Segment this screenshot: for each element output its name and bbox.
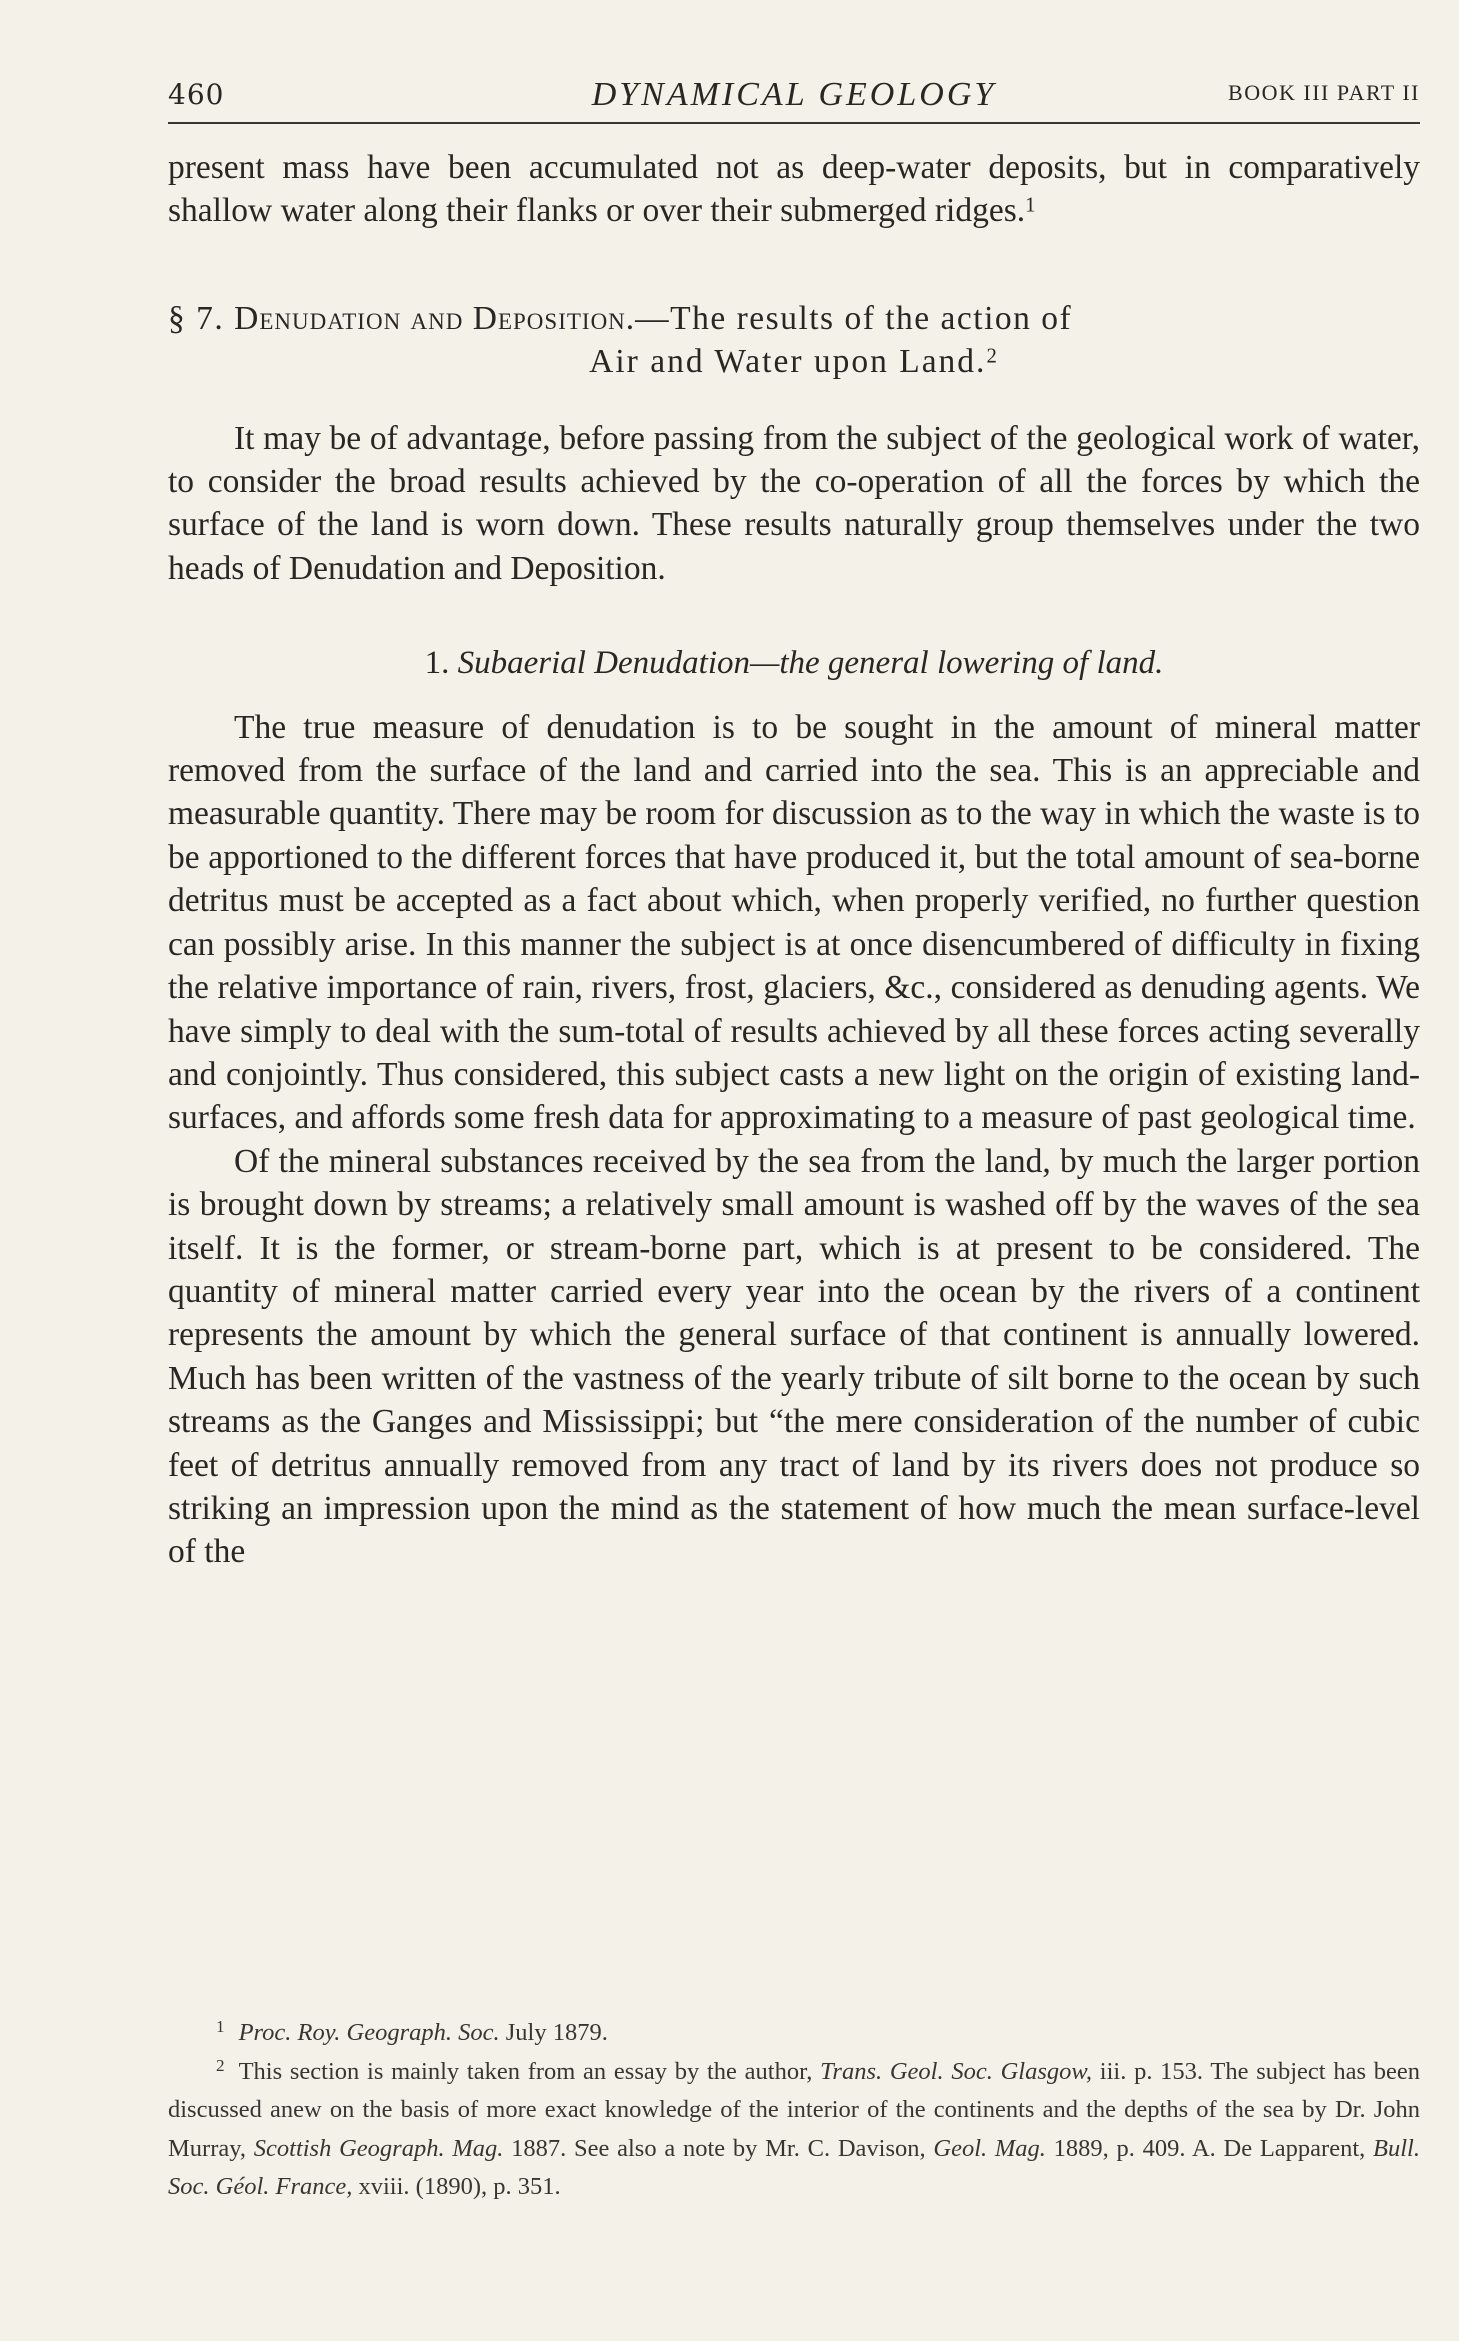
body-text (168, 146, 1420, 1574)
section-title-smallcaps: Denudation and Deposition. (234, 299, 636, 337)
subsection-title-b: —the general lowering of land. (750, 645, 1164, 682)
intro-paragraph: present mass have been accumulated not as deep-water deposits, but in comparatively shallow water along their flanks or over their submerged ridges.$^1$ (168, 149, 1420, 230)
section-title-rest: —The results of the action of (635, 299, 1073, 337)
footnote-ref-1[interactable]: 1 (1025, 194, 1036, 218)
running-title: DYNAMICAL GEOLOGY (591, 76, 997, 113)
footnote-ref-2[interactable]: 2 (986, 344, 999, 368)
subsection-number: 1. (424, 645, 450, 682)
page (168, 78, 1420, 1574)
footnotes (168, 2014, 1420, 2207)
page-number: 460 (168, 78, 225, 111)
footnote-1: $^1$ Proc. Roy. Geograph. Soc. July 1879. (216, 2017, 608, 2046)
section-heading (168, 297, 1420, 340)
paragraph-true-measure: The true measure of denudation is to be sought in the amount of mineral matter removed from the surface of the land and carried into the sea. This is an appreciable and measurable quantity. There may be room for discussion as to the way in which the waste is to be apportioned to the different forces that have produced it, but the total amount of sea-borne detritus must be accepted as a fact about which, when properly verified, no further question can possibly arise. In this manner the subject is at once disencumbered of difficulty in fixing the relative importance of rain, rivers, frost, glaciers, &c., considered as denuding agents. We have simply to deal with the sum-total of results achieved by all these forces acting severally and conjointly. Thus considered, this subject casts a new light on the origin of existing land-surfaces, and affords some fresh data for approximating to a measure of past geological time. (168, 708, 1420, 1137)
book-part-label: BOOK III PART II (1228, 80, 1420, 105)
paragraph-mineral-substances: Of the mineral substances received by the sea from the land, by much the larger portion is brought down by streams; a relatively small amount is washed off by the waves of the sea itself. It is the former, or stream-borne part, which is at present to be considered. The quantity of mineral matter carried every year into the ocean by the rivers of a continent represents the amount by which the general surface of that continent is annually lowered. Much has been written of the vastness of the yearly tribute of silt borne to the ocean by such streams as the Ganges and Mississippi; but “the mere consideration of the number of cubic feet of detritus annually removed from any tract of land by its rivers does not produce so striking an impression upon the mind as the statement of how much the mean surface-level of the (168, 1142, 1420, 1571)
footnote-2: $^2$ This section is mainly taken from an essay by the author, Trans. Geol. Soc. Glasgow, iii. p. 153. The subject has been discussed anew on the basis of more exact knowledge of the interior of the continents and the depths of the sea by Dr. John Murray, Scottish Geograph. Mag. 1887. See also a note by Mr. C. Davison, Geol. Mag. 1889, p. 409. A. De Lapparent, Bull. Soc. Géol. France, xviii. (1890), p. 351. (168, 2055, 1420, 2201)
section-heading-line-2: Air and Water upon Land.$^2$ (589, 343, 999, 381)
section-mark: § 7. (168, 299, 225, 337)
running-header (168, 78, 1420, 124)
footnote-1-mark: 1 (216, 2017, 225, 2037)
paragraph-advantage: It may be of advantage, before passing from the subject of the geological work of water, to consider the broad results achieved by the co-operation of all the forces by which the surface of the land is worn down. These results naturally group themselves under the two heads of Denudation and Deposition. (168, 419, 1420, 587)
subsection-heading (168, 642, 1420, 685)
footnote-2-mark: 2 (216, 2055, 225, 2075)
subsection-title-a: Subaerial Denudation (457, 645, 750, 682)
